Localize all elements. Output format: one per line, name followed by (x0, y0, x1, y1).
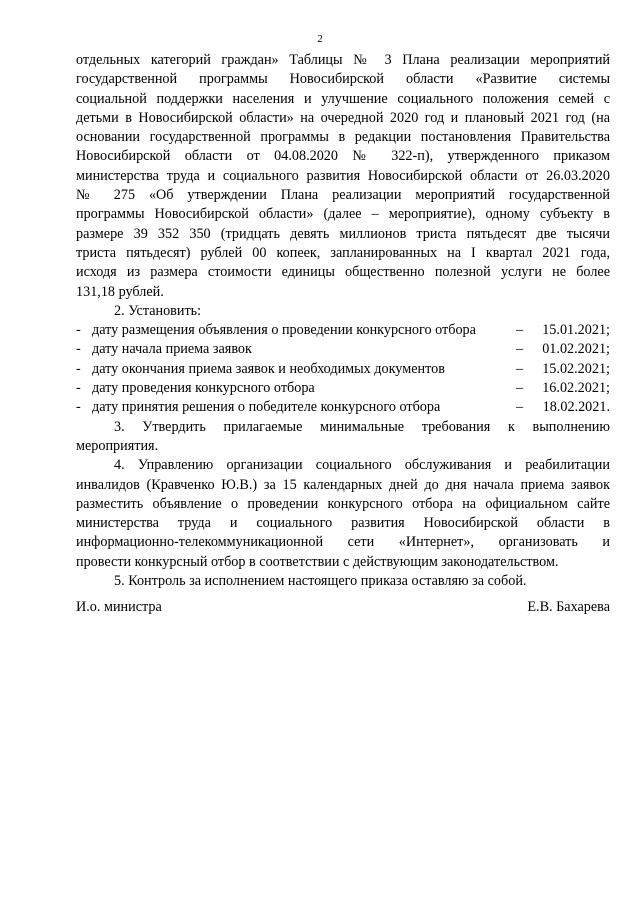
text-line: министерства труда и социального развития Новосибирской области в (76, 515, 610, 532)
date-item-label: дату проведения конкурсного отбора (92, 380, 315, 397)
date-item-label: дату окончания приема заявок и необходимых документов (92, 360, 445, 377)
dates-list (76, 321, 610, 417)
text-line: детьми в Новосибирской области» на очередной 2020 год и плановый 2021 год (на (76, 109, 610, 126)
date-list-item (76, 379, 610, 398)
text-line: основании государственной программы в редакции постановления Правительства (76, 129, 610, 146)
signatory-name: Е.В. Бахарева (527, 599, 610, 615)
date-value: 18.02.2021. (542, 399, 610, 416)
page-number: 2 (317, 33, 323, 45)
date-value: 01.02.2021; (542, 341, 610, 358)
text-line: 3. Утвердить прилагаемые минимальные требования к выполнению (114, 418, 610, 435)
paragraph-3 (76, 418, 610, 457)
date-item-label: дату размещения объявления о проведении конкурсного отбора (92, 322, 476, 339)
date-separator: – (516, 399, 524, 416)
date-list-item (76, 360, 610, 379)
text-line: программы Новосибирской области» (далее – мероприятие), одному субъекту в (76, 206, 610, 223)
paragraph-1 (76, 51, 610, 302)
text-line: информационно-телекоммуникационной сети «Интернет», организовать и (76, 534, 610, 551)
date-separator: – (516, 360, 524, 377)
list-dash: - (76, 360, 81, 377)
date-separator: – (516, 380, 524, 397)
text-line: разместить объявление о проведении конкурсного отбора на официальном сайте (76, 495, 610, 512)
date-list-item (76, 321, 610, 340)
text-line: 4. Управлению организации социального обслуживания и реабилитации (114, 457, 610, 474)
document-body (76, 51, 610, 591)
date-item-label: дату начала приема заявок (92, 341, 252, 358)
paragraph-4 (76, 456, 610, 572)
date-list-item (76, 398, 610, 417)
date-value: 15.02.2021; (542, 360, 610, 377)
signatory-role: И.о. министра (76, 599, 162, 615)
text-line: Новосибирской области от 04.08.2020 № 322-п), утвержденного приказом (76, 148, 610, 165)
list-dash: - (76, 322, 81, 339)
list-dash: - (76, 399, 81, 416)
text-line: размере 39 352 350 (тридцать девять миллионов триста пятьдесят две тысячи (76, 225, 610, 242)
date-separator: – (516, 322, 524, 339)
date-value: 15.01.2021; (542, 322, 610, 339)
text-line: государственной программы Новосибирской области «Развитие системы (76, 71, 610, 88)
paragraph-5: 5. Контроль за исполнением настоящего приказа оставляю за собой. (114, 573, 527, 590)
signature-block (76, 597, 610, 617)
list-dash: - (76, 380, 81, 397)
text-line: 131,18 рублей. (76, 283, 164, 300)
text-line: № 275 «Об утверждении Плана реализации мероприятий государственной (76, 187, 610, 204)
date-separator: – (516, 341, 524, 358)
item-2-heading: 2. Установить: (114, 302, 202, 319)
text-line: отдельных категорий граждан» Таблицы № 3 Плана реализации мероприятий (76, 52, 610, 68)
text-line: триста пятьдесят) рублей 00 копеек, запланированных на I квартал 2021 года, (76, 244, 610, 261)
text-line: министерства труда и социального развития Новосибирской области от 26.03.2020 (76, 167, 610, 184)
text-line: исходя из размера стоимости единицы общественно полезной услуги не более (76, 264, 610, 281)
text-line: социальной поддержки населения и улучшение социального положения семей с (76, 90, 610, 107)
date-item-label: дату принятия решения о победителе конкурсного отбора (92, 399, 441, 416)
date-value: 16.02.2021; (542, 380, 610, 397)
text-line: мероприятия. (76, 437, 159, 454)
text-line: инвалидов (Кравченко Ю.В.) за 15 календарных дней до дня начала приема заявок (76, 476, 610, 493)
date-list-item (76, 340, 610, 359)
text-line: провести конкурсный отбор в соответствии с действующим законодательством. (76, 553, 559, 570)
list-dash: - (76, 341, 81, 358)
